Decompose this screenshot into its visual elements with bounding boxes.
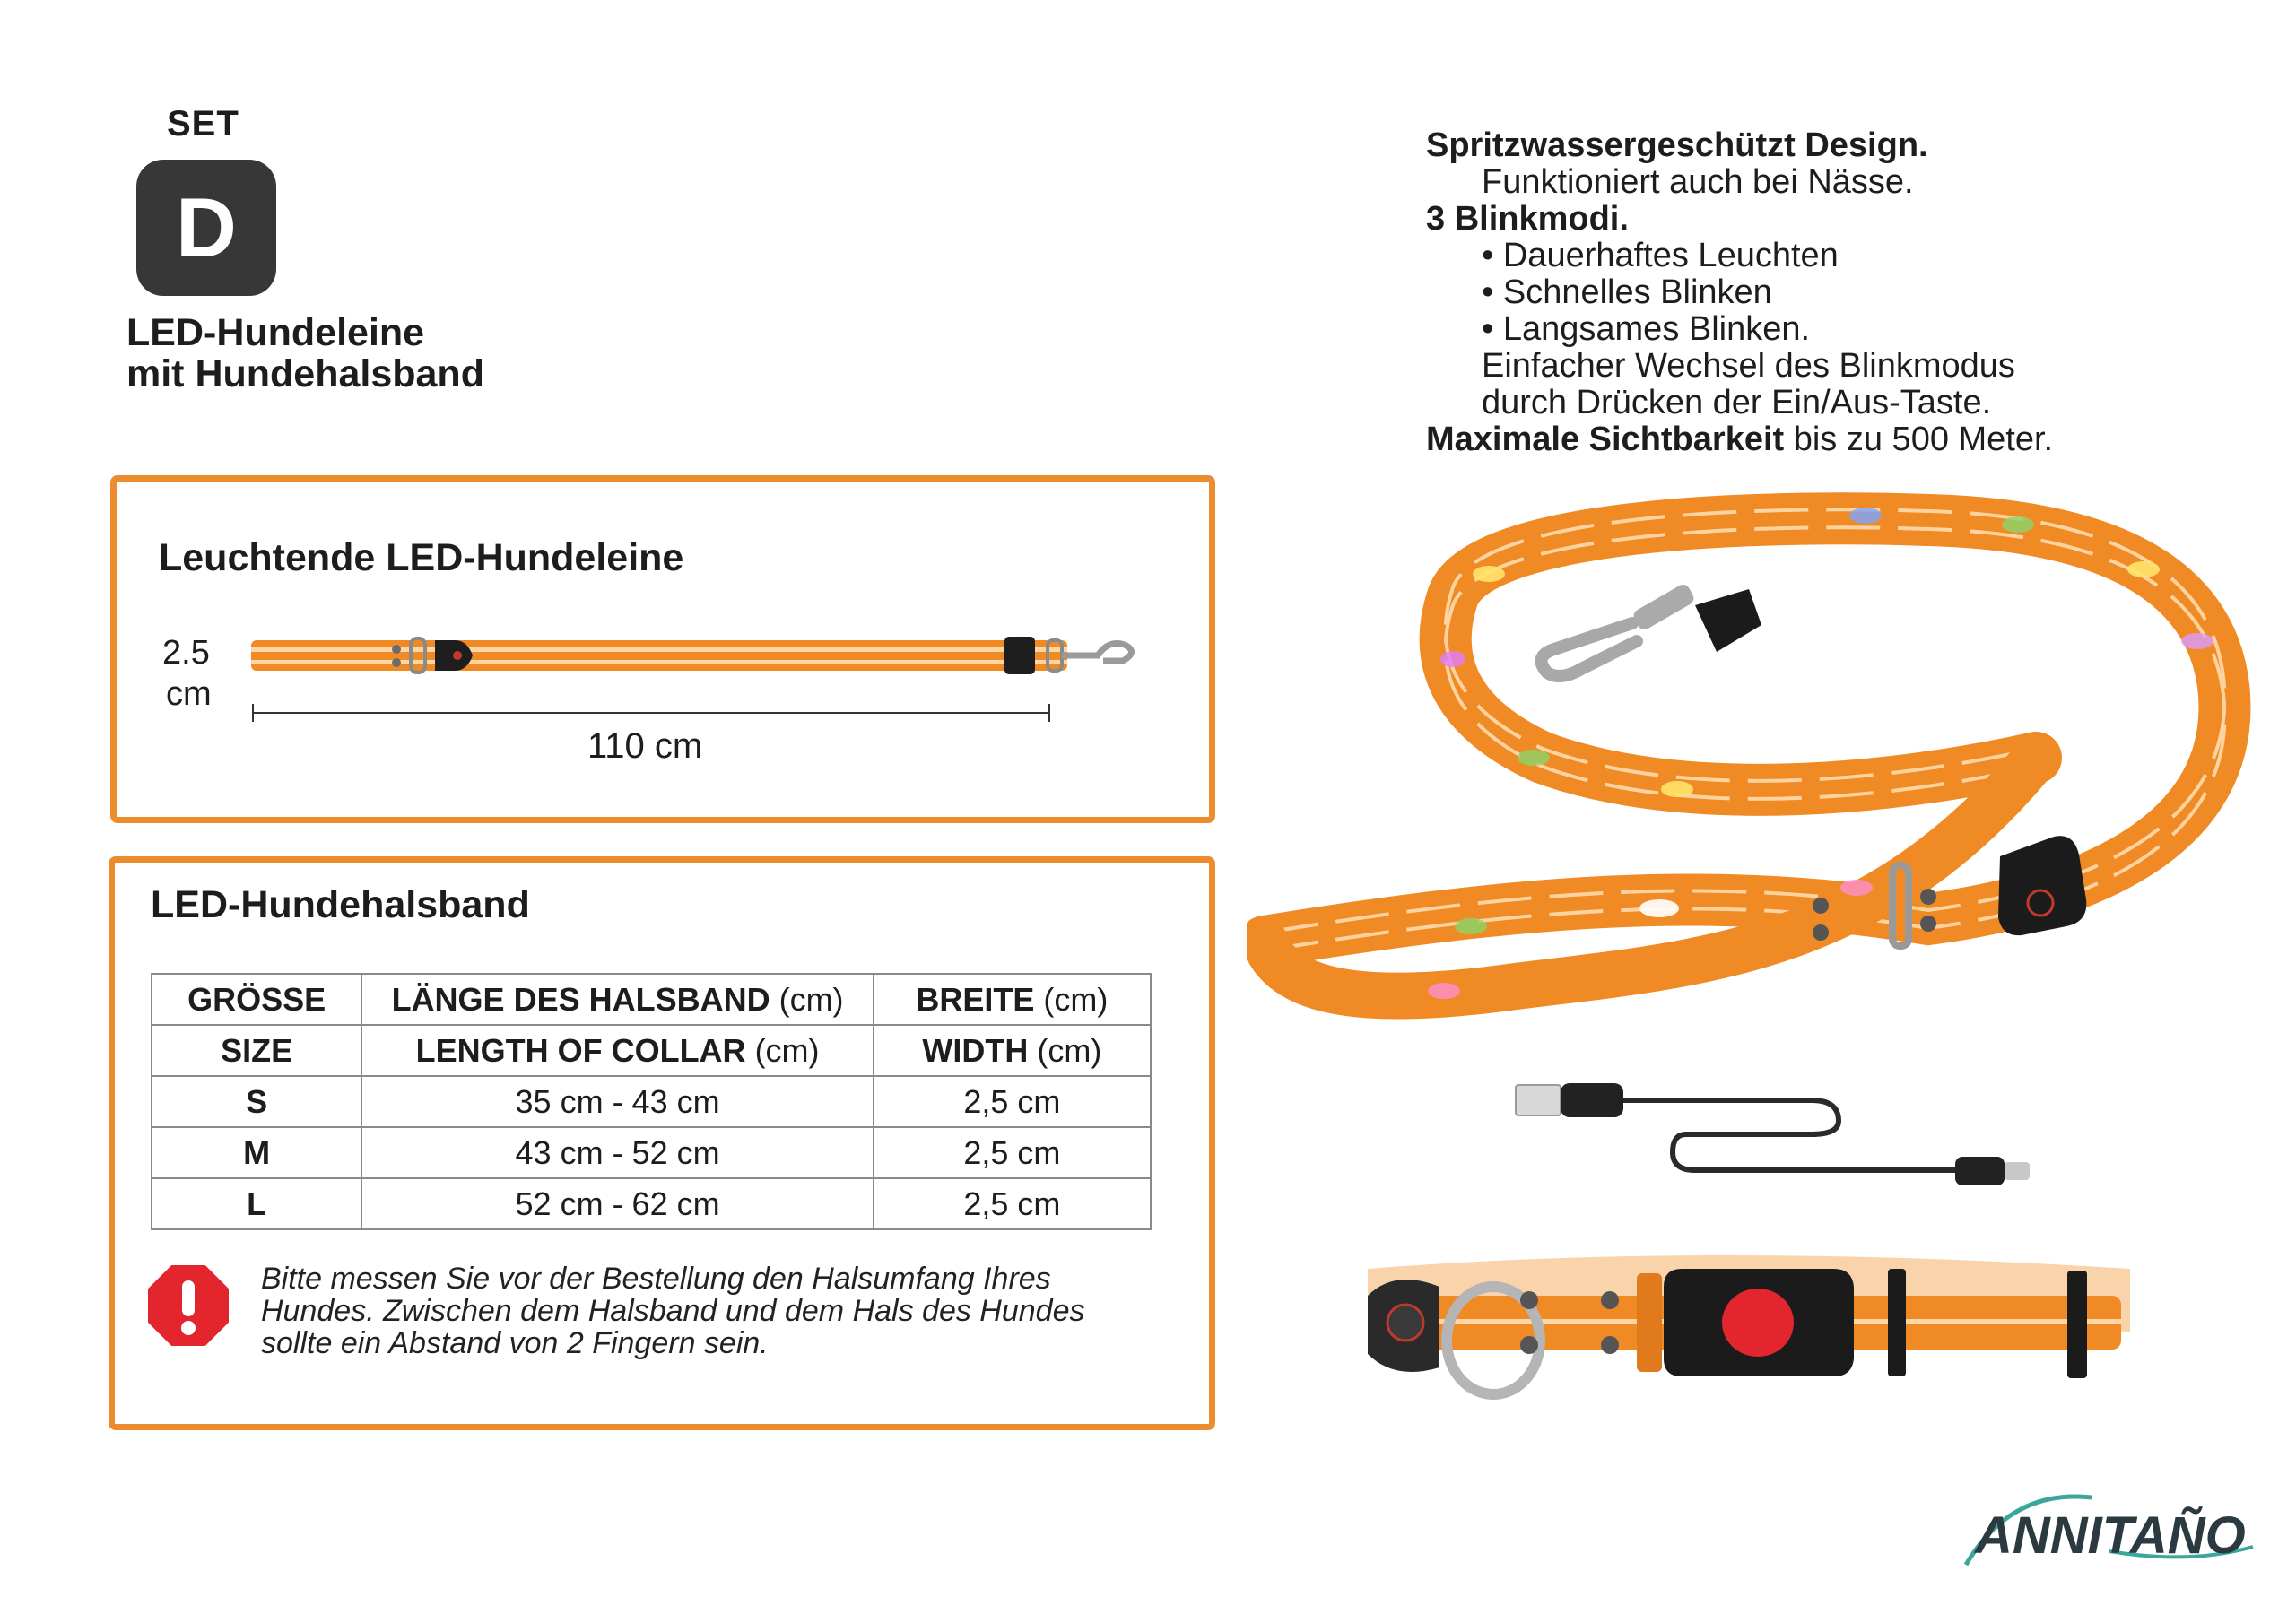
table-row <box>152 1127 1151 1178</box>
collar-title: LED-Hundehalsband <box>151 883 530 926</box>
table-header-row-en <box>152 1025 1151 1076</box>
table-header-cell: WIDTH (cm) <box>874 1025 1151 1076</box>
width-cell: 2,5 cm <box>874 1076 1151 1127</box>
product-title-line2: mit Hundehalsband <box>126 352 484 395</box>
feature-visibility-desc: bis zu 500 Meter. <box>1784 421 2054 458</box>
table-header-cell: LÄNGE DES HALSBAND (cm) <box>361 974 873 1025</box>
feature-visibility: Maximale Sichtbarkeit <box>1426 421 1785 458</box>
usb-cable-illustration <box>1507 1067 2045 1193</box>
brand-logo-text: ANNITAÑO <box>1975 1506 2246 1565</box>
length-cell: 52 cm - 62 cm <box>361 1178 873 1229</box>
leash-width-label <box>162 632 212 715</box>
size-table <box>151 973 1152 1230</box>
leash-width-value: 2.5 <box>162 634 210 672</box>
feature-mode-item: • Dauerhaftes Leuchten <box>1482 237 1839 274</box>
size-cell: S <box>152 1076 361 1127</box>
table-row <box>152 1178 1151 1229</box>
length-cell: 35 cm - 43 cm <box>361 1076 873 1127</box>
leash-product-image <box>1247 489 2260 1063</box>
leash-width-unit: cm <box>166 675 212 713</box>
feature-waterproof-desc: Funktioniert auch bei Nässe. <box>1482 163 1914 201</box>
product-title-line1: LED-Hundeleine <box>126 311 425 354</box>
size-cell: L <box>152 1178 361 1229</box>
leash-length-label: 110 cm <box>587 726 703 766</box>
collar-illustration <box>1350 1233 2139 1439</box>
measure-note <box>261 1263 1085 1359</box>
length-cell: 43 cm - 52 cm <box>361 1127 873 1178</box>
feature-mode-item: • Langsames Blinken. <box>1482 310 1811 348</box>
table-header-row-de <box>152 974 1151 1025</box>
set-label: SET <box>167 104 239 143</box>
product-title <box>126 312 484 395</box>
width-cell: 2,5 cm <box>874 1127 1151 1178</box>
note-line: Bitte messen Sie vor der Bestellung den Halsumfang Ihres <box>261 1262 1051 1296</box>
table-header-cell: SIZE <box>152 1025 361 1076</box>
feature-waterproof: Spritzwassergeschützt Design. <box>1426 126 1928 164</box>
leash-illustration <box>242 628 1166 726</box>
table-header-cell: BREITE (cm) <box>874 974 1151 1025</box>
feature-list <box>1426 127 2053 458</box>
size-cell: M <box>152 1127 361 1178</box>
note-line: sollte ein Abstand von 2 Fingern sein. <box>261 1326 769 1360</box>
set-badge: D <box>136 160 276 296</box>
warning-icon <box>147 1264 230 1347</box>
note-line: Hundes. Zwischen dem Halsband und dem Hals des Hundes <box>261 1294 1085 1328</box>
table-header-cell: LENGTH OF COLLAR (cm) <box>361 1025 873 1076</box>
table-row <box>152 1076 1151 1127</box>
leash-title: Leuchtende LED-Hundeleine <box>159 536 684 579</box>
feature-mode-desc: Einfacher Wechsel des Blinkmodus <box>1482 347 2015 385</box>
width-cell: 2,5 cm <box>874 1178 1151 1229</box>
brand-logo <box>1957 1480 2262 1578</box>
feature-mode-item: • Schnelles Blinken <box>1482 273 1772 311</box>
feature-modes: 3 Blinkmodi. <box>1426 200 1629 238</box>
feature-mode-desc: durch Drücken der Ein/Aus-Taste. <box>1482 384 1992 421</box>
table-header-cell: GRÖSSE <box>152 974 361 1025</box>
